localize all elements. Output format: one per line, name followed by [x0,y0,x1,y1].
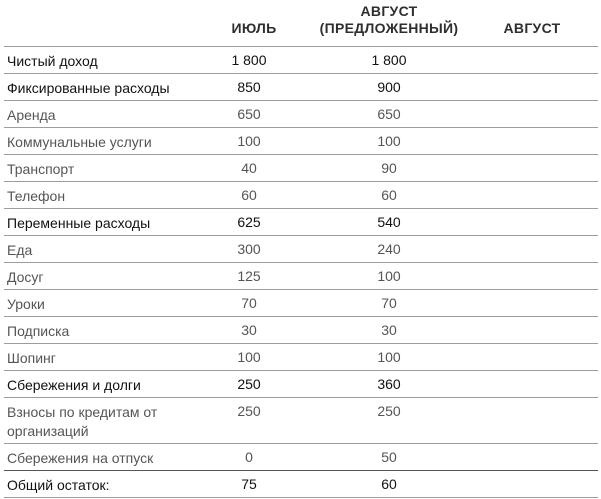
table-row [4,181,598,208]
table-row [4,289,598,316]
july-value: 625 [237,214,261,230]
august-proposed-value: 30 [381,322,397,338]
row-label: Сбережения и долги [7,377,141,393]
row-label: Переменные расходы [7,215,151,231]
august-proposed-value: 900 [377,79,401,95]
august-proposed-value: 650 [377,106,401,122]
august-proposed-value: 1 800 [371,52,407,68]
row-label: Коммунальные услуги [7,134,152,150]
august-proposed-value: 60 [381,476,397,492]
row-label: Досуг [7,269,44,285]
july-value: 30 [241,322,257,338]
july-value: 0 [245,449,253,465]
july-value: 70 [241,295,257,311]
table-header [4,0,598,46]
row-label: Подписка [7,323,70,339]
column-header-august: АВГУСТ [503,20,561,36]
column-header-august-proposed [304,3,474,37]
row-label: Сбережения на отпуск [7,450,154,466]
row-label: Уроки [7,296,45,312]
column-header-july: ИЮЛЬ [231,20,277,36]
july-value: 850 [237,79,261,95]
july-value: 100 [237,349,261,365]
august-proposed-value: 50 [381,449,397,465]
table-row [4,343,598,370]
table-body [4,46,598,498]
table-row [4,262,598,289]
july-value: 40 [241,160,257,176]
august-proposed-value: 60 [381,187,397,203]
table-row [4,235,598,262]
august-proposed-value: 100 [377,133,401,149]
table-row [4,470,598,498]
table-row [4,443,598,470]
july-value: 125 [237,268,261,284]
row-label: Шопинг [7,350,56,366]
july-value: 650 [237,106,261,122]
row-label: Еда [7,242,33,258]
august-proposed-value: 70 [381,295,397,311]
table-row [4,208,598,235]
july-value: 75 [241,476,257,492]
table-row [4,100,598,127]
august-proposed-value: 100 [377,268,401,284]
august-proposed-value: 240 [377,241,401,257]
row-label: Чистый доход [7,53,98,69]
table-row [4,127,598,154]
column-header-august-proposed-text: АВГУСТ (ПРЕДЛОЖЕННЫЙ) [319,3,459,36]
table-row [4,370,598,397]
july-value: 250 [237,403,261,419]
row-label: Фиксированные расходы [7,80,170,96]
row-label: Транспорт [7,161,75,177]
august-proposed-value: 90 [381,160,397,176]
august-proposed-value: 100 [377,349,401,365]
july-value: 300 [237,241,261,257]
table-row [4,46,598,73]
row-label: Взносы по кредитам от организаций [7,404,158,439]
row-label: Телефон [7,188,66,204]
july-value: 60 [241,187,257,203]
table-row [4,316,598,343]
table-row [4,397,598,443]
table-row [4,154,598,181]
row-label: Аренда [7,107,56,123]
table-row [4,73,598,100]
july-value: 100 [237,133,261,149]
august-proposed-value: 250 [377,403,401,419]
july-value: 1 800 [231,52,267,68]
august-proposed-value: 360 [377,376,401,392]
budget-table [4,0,598,498]
july-value: 250 [237,376,261,392]
row-label: Общий остаток: [7,477,110,493]
august-proposed-value: 540 [377,214,401,230]
